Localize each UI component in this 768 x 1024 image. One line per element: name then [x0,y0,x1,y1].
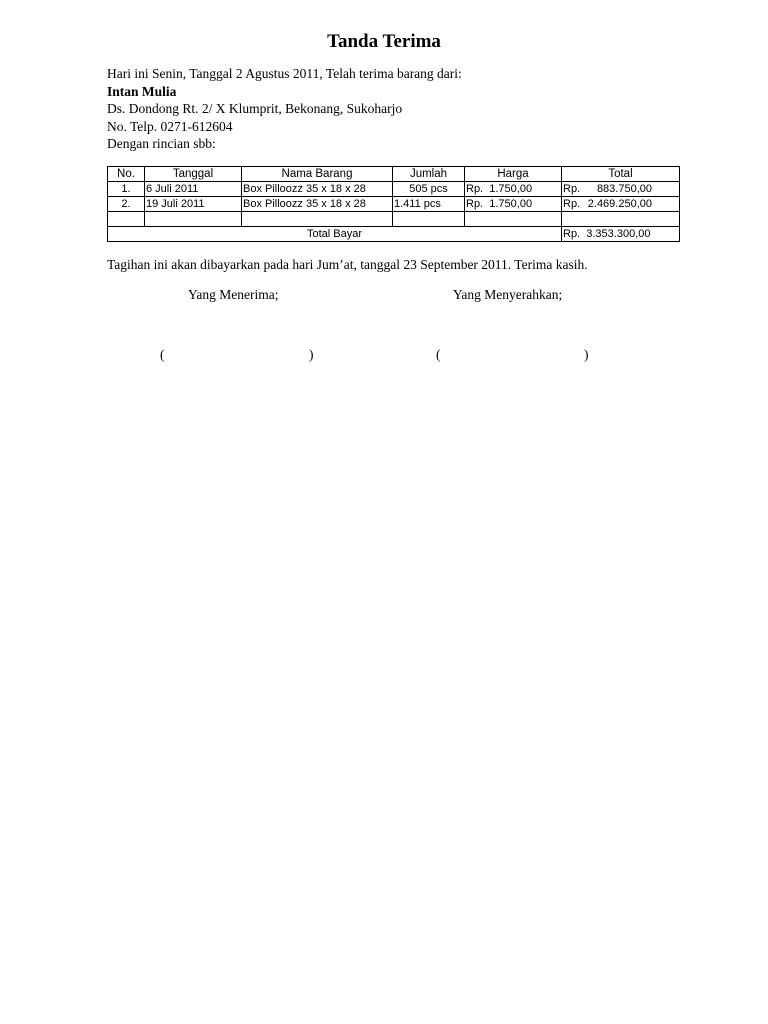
table-row [108,182,680,197]
table-row [108,197,680,212]
table-header-row [108,167,680,182]
cell-harga [465,197,562,212]
header-nama-barang: Nama Barang [242,167,393,182]
header-harga: Harga [465,167,562,182]
cell-total [562,182,680,197]
header-no: No. [108,167,145,182]
sender-address: Ds. Dondong Rt. 2/ X Klumprit, Bekonang, Sukoharjo [107,101,403,116]
receiver-sign-close: ) [309,347,314,362]
cell-tanggal: 19 Juli 2011 [145,197,242,212]
currency-label: Rp. [563,198,581,210]
detail-intro: Dengan rincian sbb: [107,136,216,151]
sender-phone: No. Telp. 0271-612604 [107,119,233,134]
document-title: Tanda Terima [327,31,441,52]
total-value: 2.469.250,00 [587,198,652,210]
payment-note: Tagihan ini akan dibayarkan pada hari Jum’at, tanggal 23 September 2011. Terima kasih. [107,257,588,272]
cell-jumlah: 505 pcs [393,182,465,197]
cell-no: 2. [108,197,145,212]
giver-sign-close: ) [584,347,589,362]
header-tanggal: Tanggal [145,167,242,182]
cell-harga [465,182,562,197]
currency-label: Rp. [466,198,484,210]
receipt-table [107,166,680,242]
currency-label: Rp. [466,183,484,195]
cell-jumlah: 1.411 pcs [393,197,465,212]
table-row-empty [108,212,680,227]
total-value: 883.750,00 [596,183,652,195]
harga-value: 1.750,00 [489,198,533,210]
cell-no: 1. [108,182,145,197]
header-total: Total [562,167,680,182]
giver-label: Yang Menyerahkan; [453,287,563,302]
receiver-label: Yang Menerima; [188,287,279,302]
harga-value: 1.750,00 [489,183,533,195]
cell-nama-barang: Box Pilloozz 35 x 18 x 28 [242,197,393,212]
receiver-sign-open: ( [160,347,165,362]
table-total-row [108,227,680,242]
cell-total [562,197,680,212]
giver-sign-open: ( [436,347,441,362]
cell-tanggal: 6 Juli 2011 [145,182,242,197]
intro-text: Hari ini Senin, Tanggal 2 Agustus 2011, Telah terima barang dari: [107,66,462,81]
currency-label: Rp. [563,228,581,240]
grand-total-value: 3.353.300,00 [586,228,651,240]
sender-name: Intan Mulia [107,84,177,99]
cell-grand-total [562,227,680,242]
currency-label: Rp. [563,183,581,195]
header-jumlah: Jumlah [393,167,465,182]
cell-nama-barang: Box Pilloozz 35 x 18 x 28 [242,182,393,197]
total-label: Total Bayar [108,227,562,242]
